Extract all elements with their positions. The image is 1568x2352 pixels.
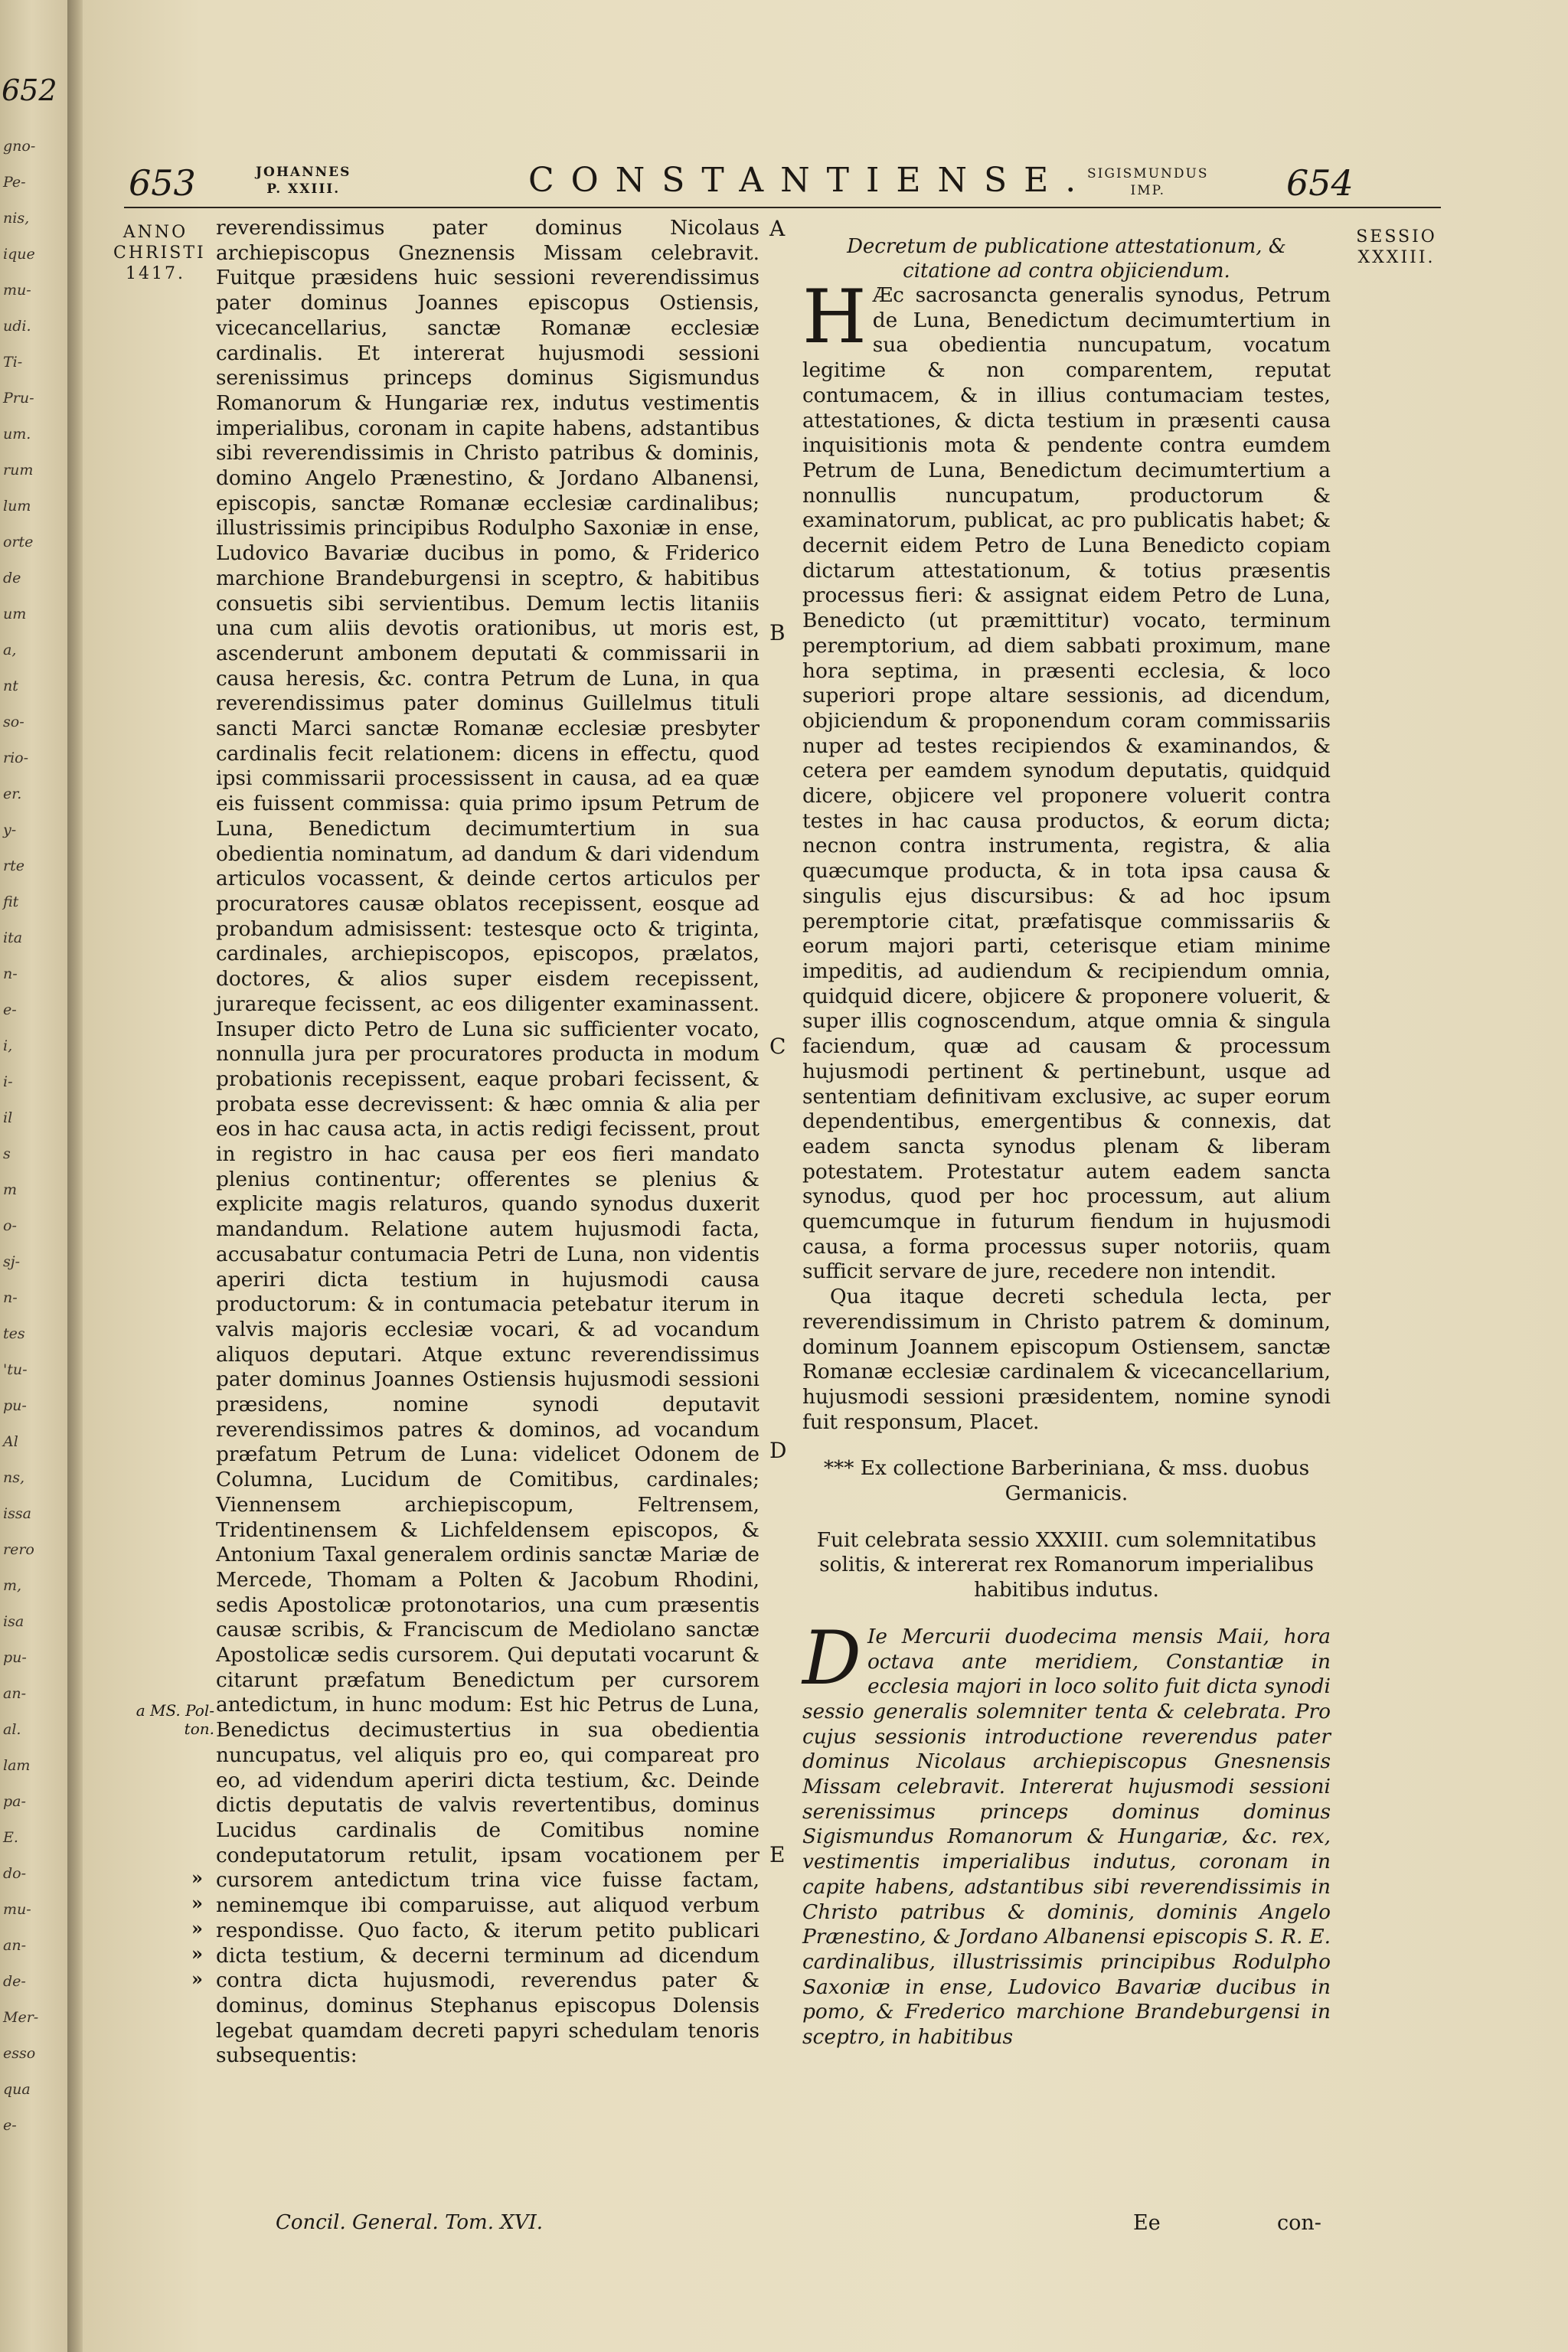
- left-page-fragment: 'tu-: [3, 1361, 28, 1378]
- left-page-fragment: pu-: [3, 1649, 27, 1666]
- text-column-right: [802, 234, 1331, 2050]
- running-head-left-line2: P. XXIII.: [266, 181, 341, 197]
- left-page-fragment: udi.: [3, 318, 31, 335]
- left-page-fragment: rte: [3, 858, 24, 874]
- left-page-fragment: mu-: [3, 282, 31, 299]
- left-page-fragment: m,: [3, 1577, 22, 1594]
- left-page-number: 652: [2, 74, 57, 107]
- drop-cap-d: D: [802, 1615, 861, 1701]
- left-page-fragment: nt: [3, 678, 18, 694]
- footer-reference: Concil. General. Tom. XVI.: [276, 2211, 544, 2234]
- quote-mark: »: [191, 1867, 203, 1889]
- left-page-fragment: lam: [3, 1757, 31, 1774]
- quote-mark: »: [191, 1892, 203, 1914]
- left-page-fragment: e-: [3, 1001, 17, 1018]
- page-title: CONSTANTIENSE.: [528, 161, 1093, 200]
- left-page-fragment: n-: [3, 1289, 18, 1306]
- left-page-fragment: ita: [3, 929, 23, 946]
- signature-mark: Ee: [1133, 2211, 1161, 2235]
- quote-mark: »: [191, 1968, 203, 1990]
- column-left-text: reverendissimus pater dominus Nicolaus archiepiscopus Gneznensis Missam celebravit. Fuitque præsidens huic sessioni reverendissimus pater dominus Joannes episcopus Ostiensis, vicecancellarius, sanctæ Romanæ ecclesiæ cardinalis. Et intererat hujusmodi sessioni serenissimus princeps dominus Sigismundus Romanorum & Hungariæ rex, indutus vestimentis imperialibus, coronam in capite habens, adstantibus sibi reverendissimis in Christo patribus & dominis, domino Angelo Prænestino, & Jordano Albanensi, episcopis, sanctæ Romanæ ecclesiæ cardinalibus; illustrissimis principibus Rodulpho Saxoniæ in ense, Ludovico Bavariæ ducibus in pomo, & Friderico marchione Brandeburgensi in sceptro, & habitibus consuetis sibi servientibus. Demum lectis litaniis una cum aliis devotis orationibus, ut moris est, ascenderunt ambonem deputati & commissarii in causa heresis, &c. contra Petrum de Luna, in qua reverendissimus pater dominus Guillelmus tituli sancti Marci sanctæ Romanæ ecclesiæ presbyter cardinalis fecit relationem: dicens in effectu, quod ipsi commissarii processissent in causa, ad ea quæ eis fuissent commissa: quia primo ipsum Petrum de Luna, Benedictum decimumtertium in sua obedientia nominatum, ad dandum & dari videndum articulos vocassent, & deinde certos articulos per procuratores causæ oblatos recepissent, eosque ad probandum admisissent: testesque octo & triginta, cardinales, archiepiscopos, episcopos, prælatos, doctores, & alios super eisdem recepissent, jurareque fecissent, ac eos diligenter examinassent. Insuper dicto Petro de Luna sic sufficienter vocato, nonnulla jura per procuratores producta in modum probationis recepissent, eaque probari fecissent, & probata esse decrevissent: & hæc omnia & alia per eos in hac causa acta, in actis redigi fecissent, prout in registro in hac causa per eos fieri mandato plenius continentur; offerentes se plenius & explicite magis relaturos, quando synodus duxerit mandandum. Relatione autem hujusmodi facta, accusabatur contumacia Petri de Luna, non videntis aperiri dicta testium in hujusmodi causa productorum: & in contumacia petebatur iterum in valvis majoris ecclesiæ vocari, & ad vocandum aliquos deputari. Atque extunc reverendissimus pater dominus Joannes Ostiensis hujusmodi sessioni præsidens, nomine synodi deputavit reverendissimos patres & dominos, ad vocandum præfatum Petrum de Luna: videlicet Odonem de Columna, Lucidum de Comitibus, cardinales; Viennensem archiepiscopum, Feltrensem, Tridentinensem & Lichfeldensem episcopos, & Antonium Taxal generalem ordinis sanctæ Mariæ de Mercede, Thomam a Polten & Jacobum Rhodini, sedis Apostolicæ protonotarios, una cum præsentis causæ scribis, & Franciscum de Mediolano sanctæ Apostolicæ sedis cursorem. Qui deputati vocarunt & citarunt præfatum Benedictum per cursorem antedictum, in hunc modum: Est hic Petrus de Luna, Benedictus decimustertius in sua obedientia nuncupatus, vel aliquis pro eo, qui compareat pro eo, ad videndum aperiri dicta testium, &c. Deinde dictis deputatis de valvis revertentibus, dominus Lucidus cardinalis de Comitibus nomine condeputatorum retulit, ipsam vocationem per cursorem antedictum trina vice fuisse factam, neminemque ibi comparuisse, aut aliquod verbum respondisse. Quo facto, & iterum petito publicari dicta testium, & decerni terminum ad dicendum contra dicta hujusmodi, reverendus pater & dominus, dominus Stephanus episcopus Dolensis legebat quamdam decreti papyri schedulam tenoris subsequentis:: [216, 216, 760, 2068]
- drop-cap-h: H: [802, 274, 867, 360]
- quote-mark: »: [191, 1917, 203, 1939]
- section-letter-a: A: [769, 216, 786, 241]
- left-page-fragment: Mer-: [3, 2009, 39, 2026]
- left-page-fragment: issa: [3, 1505, 31, 1522]
- book-gutter: [67, 0, 84, 2352]
- sessio-side: [1343, 227, 1450, 268]
- section-letter-b: B: [769, 620, 786, 645]
- running-head-left: [256, 164, 351, 198]
- left-page-fragment: sj-: [3, 1253, 21, 1270]
- left-page-fragment: i,: [3, 1037, 13, 1054]
- left-page-fragment: mu-: [3, 1901, 31, 1918]
- side-right-line: XXXIII.: [1357, 248, 1436, 267]
- left-page-fragment: orte: [3, 534, 34, 550]
- left-page-fragment: e-: [3, 2117, 17, 2134]
- running-head-right-line1: SIGISMUNDUS: [1087, 166, 1209, 181]
- left-page-fragment: fit: [3, 893, 19, 910]
- left-page-fragment: so-: [3, 714, 24, 730]
- running-head-left-line1: JOHANNES: [256, 165, 351, 180]
- left-page-fragment: tes: [3, 1325, 25, 1342]
- running-head-right-line2: IMP.: [1130, 183, 1166, 198]
- left-page-fragment: pu-: [3, 1397, 27, 1414]
- side-right-line: SESSIO: [1356, 227, 1437, 247]
- left-page-fragment: rio-: [3, 750, 29, 766]
- left-page-fragment: il: [3, 1109, 13, 1126]
- left-page-fragment: esso: [3, 2045, 36, 2062]
- page-number-654: 654: [1286, 162, 1354, 204]
- quote-mark: »: [191, 1942, 203, 1965]
- ex-collectione-note: *** Ex collectione Barberiniana, & mss. duobus Germanicis.: [823, 1456, 1310, 1506]
- anno-christi-side: [113, 222, 206, 284]
- left-page-fragment: pa-: [3, 1793, 26, 1810]
- left-page-fragment: ique: [3, 246, 35, 263]
- side-left-line: 1417.: [126, 264, 185, 283]
- left-page-fragment: rero: [3, 1541, 34, 1558]
- left-page-fragment: de: [3, 570, 21, 586]
- left-page-fragment: o-: [3, 1217, 17, 1234]
- left-page-fragment: Al: [3, 1433, 18, 1450]
- section-letter-c: C: [769, 1034, 786, 1059]
- left-page-fragment: er.: [3, 786, 22, 802]
- left-page-fragment: a,: [3, 642, 17, 658]
- left-page-fragment: de-: [3, 1973, 26, 1990]
- second-account-paragraph: [802, 1615, 1331, 2050]
- left-page-fragment: isa: [3, 1613, 24, 1630]
- left-page-fragment: um: [3, 606, 27, 622]
- left-page-fragment: Pru-: [3, 390, 34, 407]
- left-page-fragment: m: [3, 1181, 18, 1198]
- catchword: con-: [1277, 2211, 1321, 2235]
- left-page-fragment: nis,: [3, 210, 30, 227]
- left-page-fragment: qua: [3, 2081, 31, 2098]
- side-left-line: CHRISTI: [113, 243, 206, 263]
- marginal-note: a MS. Pol-ton.: [136, 1701, 214, 1738]
- placet-paragraph: Qua itaque decreti schedula lecta, per reverendissimum in Christo patrem & dominum, dominum Joannem episcopum Ostiensem, sanctæ Romanæ ecclesiæ cardinalem & vicecancellarium, hujusmodi sessioni præsidentem, nomine synodi fuit responsum, Placet.: [802, 1285, 1331, 1434]
- decree-paragraph: [802, 274, 1331, 1285]
- left-page-fragment: al.: [3, 1721, 21, 1738]
- left-page-fragment: E.: [3, 1829, 18, 1846]
- left-page-fragment: gno-: [3, 138, 36, 155]
- header-rule: [124, 207, 1441, 208]
- left-page-fragment: um.: [3, 426, 31, 443]
- page-number-653: 653: [129, 162, 196, 204]
- left-page-fragment: Pe-: [3, 174, 26, 191]
- left-page-fragment: an-: [3, 1937, 26, 1954]
- left-page-fragment: do-: [3, 1865, 27, 1882]
- decretum-title: Decretum de publicatione attestationum, & citatione ad contra objiciendum.: [847, 235, 1286, 283]
- decree-text: Æc sacrosancta generalis synodus, Petrum de Luna, Benedictum decimumtertium in sua obedientia nuncupatum, vocatum legitime & non comparentem, reputat contumacem, & in illius contumaciam testes, attestationes, & dicta testium in præsenti causa inquisitionis mota & pendente contra eumdem Petrum de Luna, Benedictum decimumtertium a nonnullis nuncupatum, productorum & examinatorum, publicat, ac pro publicatis habet; & decernit eidem Petro de Luna Benedicto copiam dictarum attestationum, & totius præsentis processus fieri: & assignat eidem Petro de Luna, Benedicto (ut præmittitur) vocato, terminum peremptorium, ad diem sabbati proximum, mane hora septima, in præsenti ecclesia, & loco superiori prope altare sessionis, ad dicendum, objiciendum & proponendum coram commissariis nuper ad testes recipiendos & examinandos, & cetera per eamdem synodum deputatis, quidquid dicere, objicere vel proponere voluerit contra testes in hac causa productos, & eorum dicta; necnon contra instrumenta, registra, & alia quæcumque producta, & in tota ipsa causa & singulis ejus discursibus: & ad hoc ipsum peremptorie citat, præfatisque commissariis & eorum majori parti, ceterisque etiam minime impeditis, ad audiendum & recipiendum omnia, quidquid dicere, objicere & proponere voluerit, & super illis cognoscendum, atque omnia & singula faciendum, quæ ad causam & processum hujusmodi pertinent & pertinebunt, usque ad sententiam definitivam exclusive, ac super eorum dependentibus, emergentibus & connexis, dat eadem sancta synodus plenam & liberam potestatem. Protestatur autem eadem sancta synodus, quod per hoc processum, aut alium quemcumque in futurum fiendum in hujusmodi causa, a forma processus super notoriis, quam sufficit servare de jure, recedere non intendit.: [802, 283, 1331, 1284]
- section-letter-e: E: [769, 1842, 786, 1867]
- side-left-line: ANNO: [122, 223, 188, 242]
- left-page-edge: [0, 0, 70, 2352]
- left-page-fragment: ns,: [3, 1469, 25, 1486]
- left-page-fragment: s: [3, 1145, 11, 1162]
- left-page-fragment: rum: [3, 462, 34, 479]
- fuit-celebrata-note: Fuit celebrata sessio XXXIII. cum solemnitatibus solitis, & intererat rex Romanorum imperialibus habitibus indutus.: [816, 1527, 1317, 1602]
- text-column-left: [216, 216, 760, 2069]
- left-page-fragment: n-: [3, 965, 18, 982]
- left-page-fragment: lum: [3, 498, 31, 514]
- left-page-fragment: i-: [3, 1073, 13, 1090]
- second-account-text: Ie Mercurii duodecima mensis Maii, hora octava ante meridiem, Constantiæ in ecclesia majori in loco solito fuit dicta synodi sessio generalis solemniter tenta & celebrata. Pro cujus sessionis introductione reverendus pater dominus Nicolaus archiepiscopus Gnesnensis Missam celebravit. Intererat hujusmodi sessioni serenissimus princeps dominus dominus Sigismundus Romanorum & Hungariæ, &c. rex, vestimentis imperialibus indutus, coronam in capite habens, adstantibus sibi reverendissimis in Christo patribus & dominis, dominis Angelo Prænestino, & Jordano Albanensi episcopis S. R. E. cardinalibus, illustrissimis principibus Rodulpho Saxoniæ in ense, Ludovico Bavariæ ducibus in pomo, & Frederico marchione Brandeburgensi in sceptro, in habitibus: [802, 1624, 1331, 2050]
- running-head-right: [1087, 165, 1209, 199]
- section-letter-d: D: [769, 1438, 787, 1463]
- left-page-fragment: Ti-: [3, 354, 23, 371]
- left-page-fragment: an-: [3, 1685, 26, 1702]
- left-page-fragment: y-: [3, 822, 17, 838]
